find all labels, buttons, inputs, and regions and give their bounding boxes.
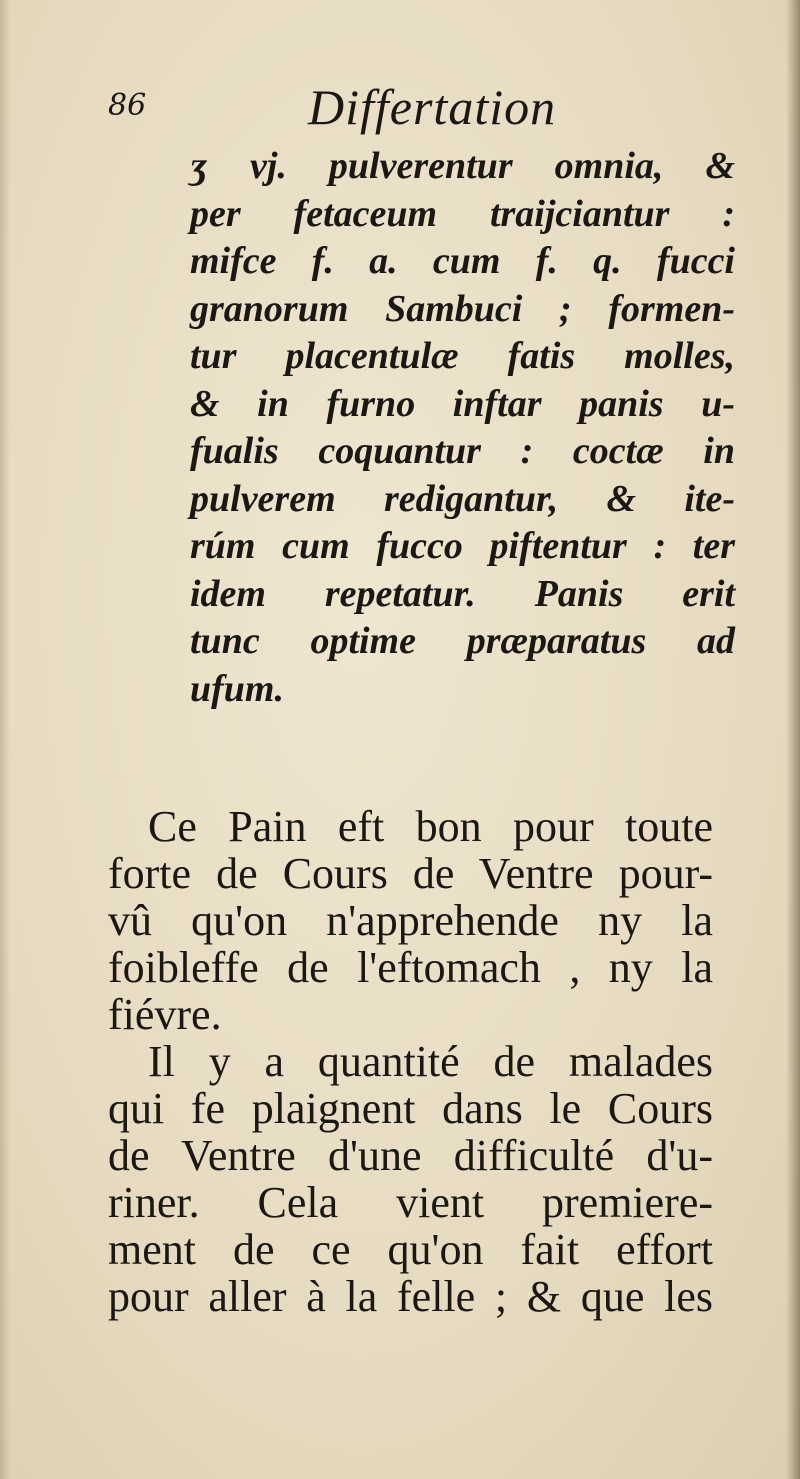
text-line: tunc optime præparatus ad — [190, 620, 735, 662]
page-header — [108, 78, 628, 138]
text-line: fiévre. — [108, 990, 222, 1039]
text-line: idem repetatur. Panis erit — [190, 572, 735, 615]
text-line: pulverem redigantur, & ite- — [190, 477, 735, 520]
text-line: tur placentulæ fatis molles, — [190, 335, 735, 377]
page-number: 86 — [108, 88, 147, 123]
text-line: Ce Pain eft bon pour toute — [148, 802, 713, 851]
text-line: vû qu'on n'apprehende ny la — [108, 896, 713, 945]
text-line: mifce f. a. cum f. q. fucci — [190, 240, 735, 282]
text-line: foibleffe de l'eftomach , ny la — [108, 943, 713, 992]
text-line: rúm cum fucco piftentur : ter — [190, 525, 735, 567]
text-line: Il y a quantité de malades — [148, 1037, 713, 1086]
text-line: de Ventre d'une difficulté d'u- — [108, 1131, 713, 1180]
text-line: fualis coquantur : coctæ in — [190, 430, 735, 472]
text-line: ʒ vj. pulverentur omnia, & — [190, 145, 735, 187]
text-line: riner. Cela vient premiere- — [108, 1178, 713, 1227]
text-line: per fetaceum traijciantur : — [190, 192, 735, 235]
page-edge-shadow-right — [786, 0, 800, 1479]
page-edge-shadow-left — [0, 0, 10, 1479]
text-line: pour aller à la felle ; & que les — [108, 1272, 713, 1321]
running-title: Differtation — [308, 79, 557, 135]
latin-recipe-text — [190, 143, 735, 713]
text-line: ment de ce qu'on fait effort — [108, 1225, 713, 1274]
text-line: & in furno inftar panis u- — [190, 382, 735, 425]
text-line: forte de Cours de Ventre pour- — [108, 849, 713, 898]
text-line: ufum. — [190, 667, 284, 710]
french-body-text — [108, 803, 713, 1320]
text-line: granorum Sambuci ; formen- — [190, 287, 735, 330]
text-line: qui fe plaignent dans le Cours — [108, 1084, 713, 1133]
